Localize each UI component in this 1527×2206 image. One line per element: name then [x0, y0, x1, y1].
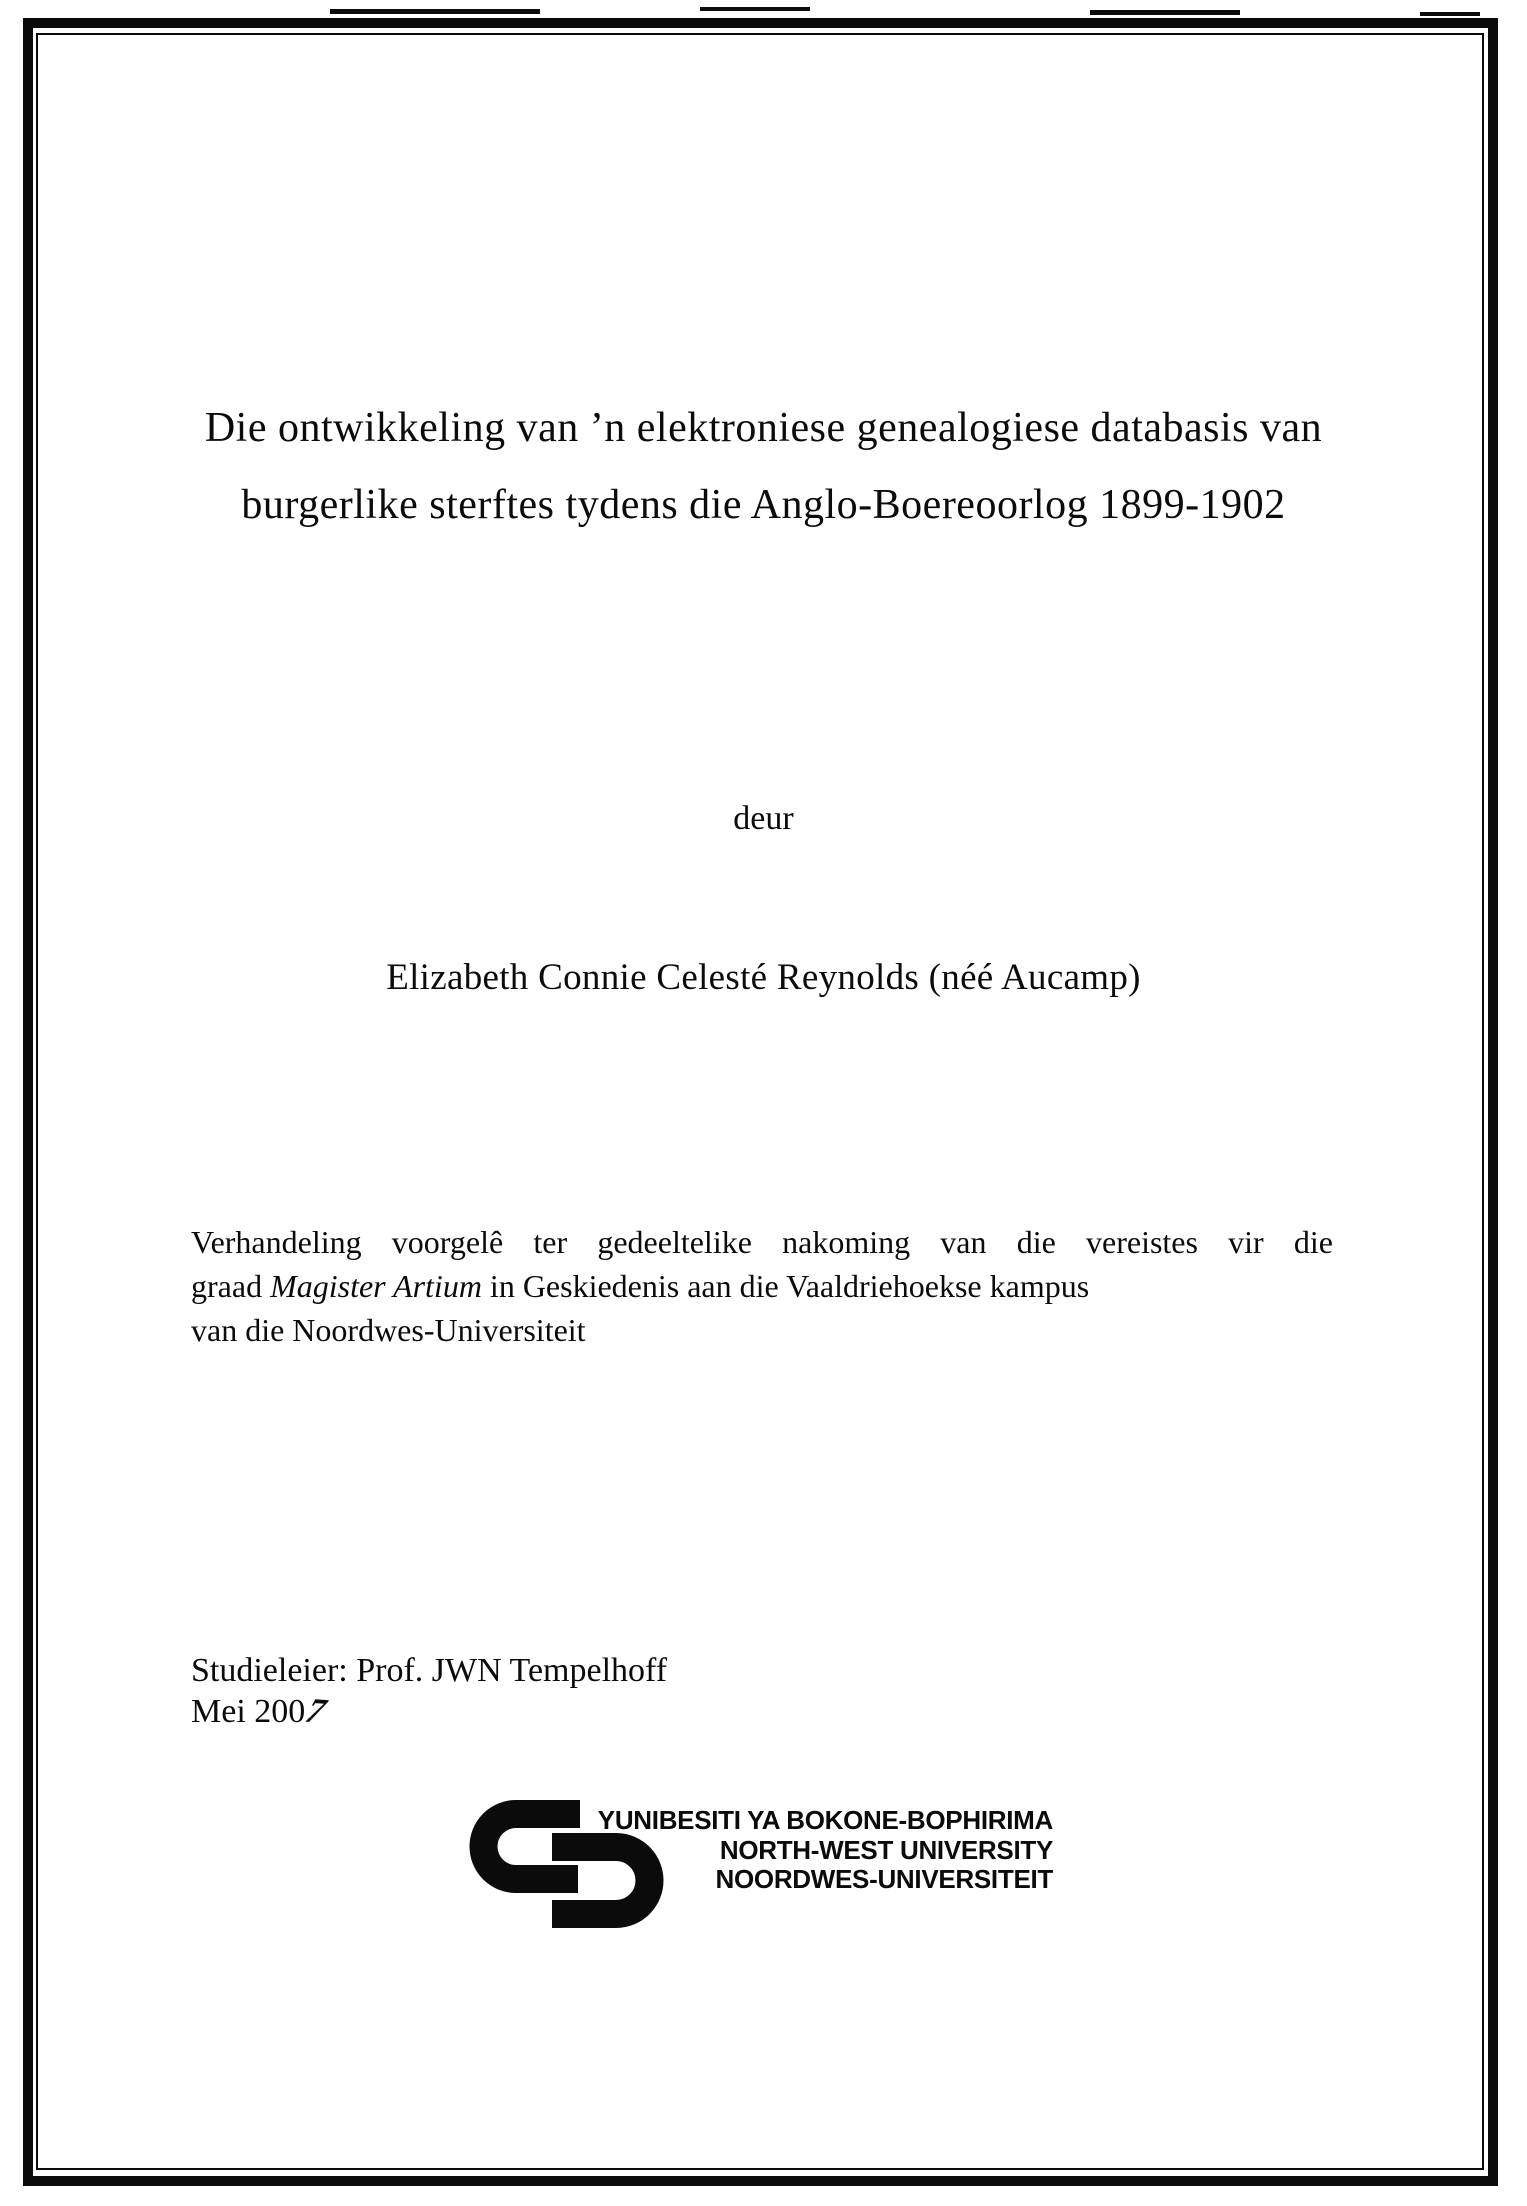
supervisor-block — [191, 1650, 667, 1732]
thesis-description — [191, 1220, 1333, 1352]
date-line — [191, 1691, 667, 1732]
description-line-1: Verhandeling voorgelê ter gedeeltelike nakoming van die vereistes vir die — [191, 1224, 1333, 1260]
scan-artifact-dash — [1420, 12, 1480, 16]
nwu-logo-text — [575, 1806, 1053, 1895]
author-name: Elizabeth Connie Celesté Reynolds (néé Aucamp) — [386, 957, 1141, 998]
date-prefix: Mei 200 — [191, 1693, 306, 1730]
description-line-3: van die Noordwes-Universiteit — [191, 1312, 586, 1348]
degree-name: Magister Artium — [270, 1268, 482, 1304]
title-line-2: burgerlike sterftes tydens die Anglo-Boereoorlog 1899-1902 — [241, 482, 1286, 528]
logo-line-english: NORTH-WEST UNIVERSITY — [719, 1834, 1053, 1865]
title-line-1: Die ontwikkeling van ’n elektroniese genealogiese databasis van — [204, 405, 1323, 451]
scan-artifact-dash — [700, 7, 810, 11]
scan-artifact-dash — [1090, 10, 1240, 15]
thesis-title — [0, 390, 1527, 544]
description-line-2-post: in Geskiedenis aan die Vaaldriehoekse kampus — [481, 1268, 1090, 1304]
description-line-2-pre: graad — [191, 1268, 271, 1304]
supervisor-line: Studieleier: Prof. JWN Tempelhoff — [191, 1652, 668, 1689]
description-line-2 — [191, 1264, 1333, 1308]
logo-line-afrikaans: NOORDWES-UNIVERSITEIT — [715, 1864, 1053, 1894]
date-last-digit: 7 — [298, 1692, 334, 1731]
scan-artifact-dash — [330, 9, 540, 14]
logo-line-setswana: YUNIBESITI YA BOKONE-BOPHIRIMA — [597, 1805, 1053, 1835]
byline-deur: deur — [733, 800, 794, 837]
